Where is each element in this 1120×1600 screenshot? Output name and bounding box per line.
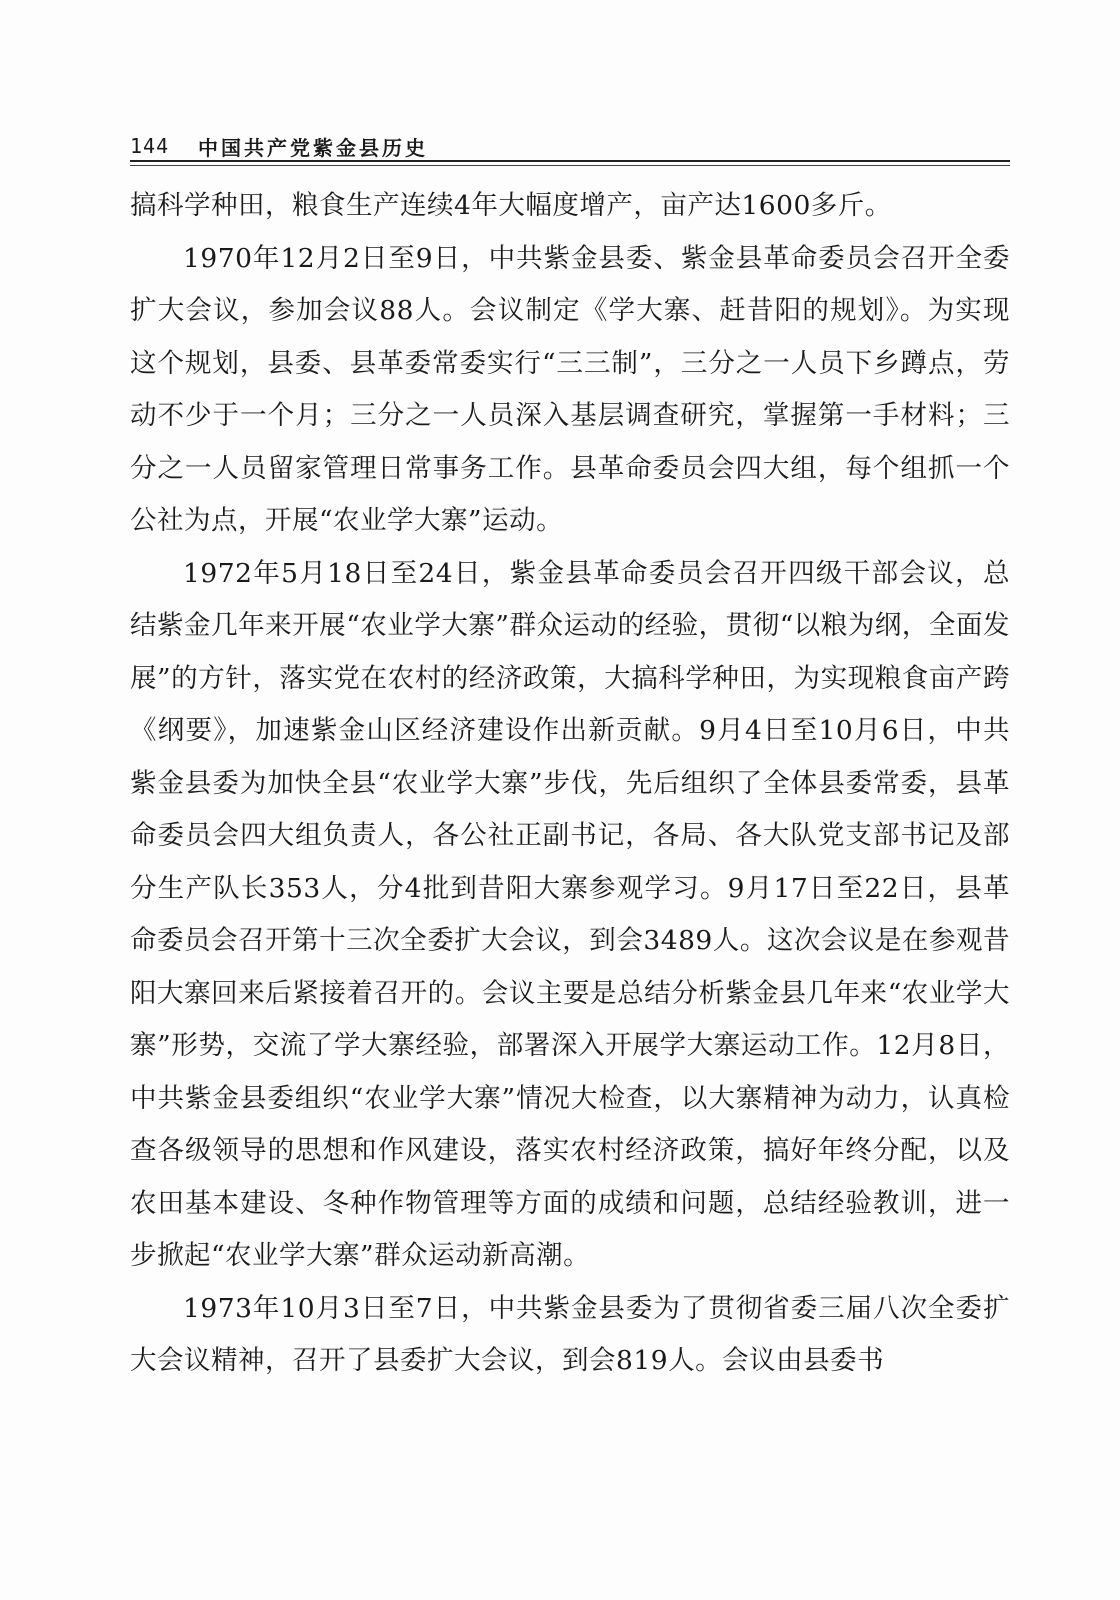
paragraph-1970: 1970年12月2日至9日，中共紫金县委、紫金县革命委员会召开全委扩大会议，参加会议88人。会议制定《学大寨、赶昔阳的规划》。为实现这个规划，县委、县革委常委实行“三三制”，三分之一人员下乡蹲点，劳动不少于一个月；三分之一人员深入基层调查研究，掌握第一手材料；三分之一人员留家管理日常事务工作。县革命委员会四大组，每个组抓一个公社为点，开展“农业学大寨”运动。 xyxy=(130,242,1010,536)
running-head-title: 中国共产党紫金县历史 xyxy=(198,136,428,160)
body-text xyxy=(130,180,1010,1388)
page-header xyxy=(130,128,1010,164)
paragraph-1972: 1972年5月18日至24日，紫金县革命委员会召开四级干部会议，总结紫金几年来开展“农业学大寨”群众运动的经验，贯彻“以粮为纲，全面发展”的方针，落实党在农村的经济政策，大搞科学种田，为实现粮食亩产跨《纲要》，加速紫金山区经济建设作出新贡献。9月4日至10月6日，中共紫金县委为加快全县“农业学大寨”步伐，先后组织了全体县委常委，县革命委员会四大组负责人，各公社正副书记，各局、各大队党支部书记及部分生产队长353人，分4批到昔阳大寨参观学习。9月17日至22日，县革命委员会召开第十三次全委扩大会议，到会3489人。这次会议是在参观昔阳大寨回来后紧接着召开的。会议主要是总结分析紫金县几年来“农业学大寨”形势，交流了学大寨经验，部署深入开展学大寨运动工作。12月8日，中共紫金县委组织“农业学大寨”情况大检查，以大寨精神为动力，认真检查各级领导的思想和作风建设，落实农村经济政策，搞好年终分配，以及农田基本建设、冬种作物管理等方面的成绩和问题，总结经验教训，进一步掀起“农业学大寨”群众运动新高潮。 xyxy=(130,557,1010,1271)
header-rule-thin xyxy=(130,165,1010,166)
paragraph-continuation: 搞科学种田，粮食生产连续4年大幅度增产，亩产达1600多斤。 xyxy=(130,190,892,221)
paragraph-1973: 1973年10月3日至7日，中共紫金县委为了贯彻省委三届八次全委扩大会议精神，召开了县委扩大会议，到会819人。会议由县委书 xyxy=(130,1292,1010,1376)
header-rule-thick xyxy=(130,160,1010,162)
page-number: 144 xyxy=(130,134,170,158)
